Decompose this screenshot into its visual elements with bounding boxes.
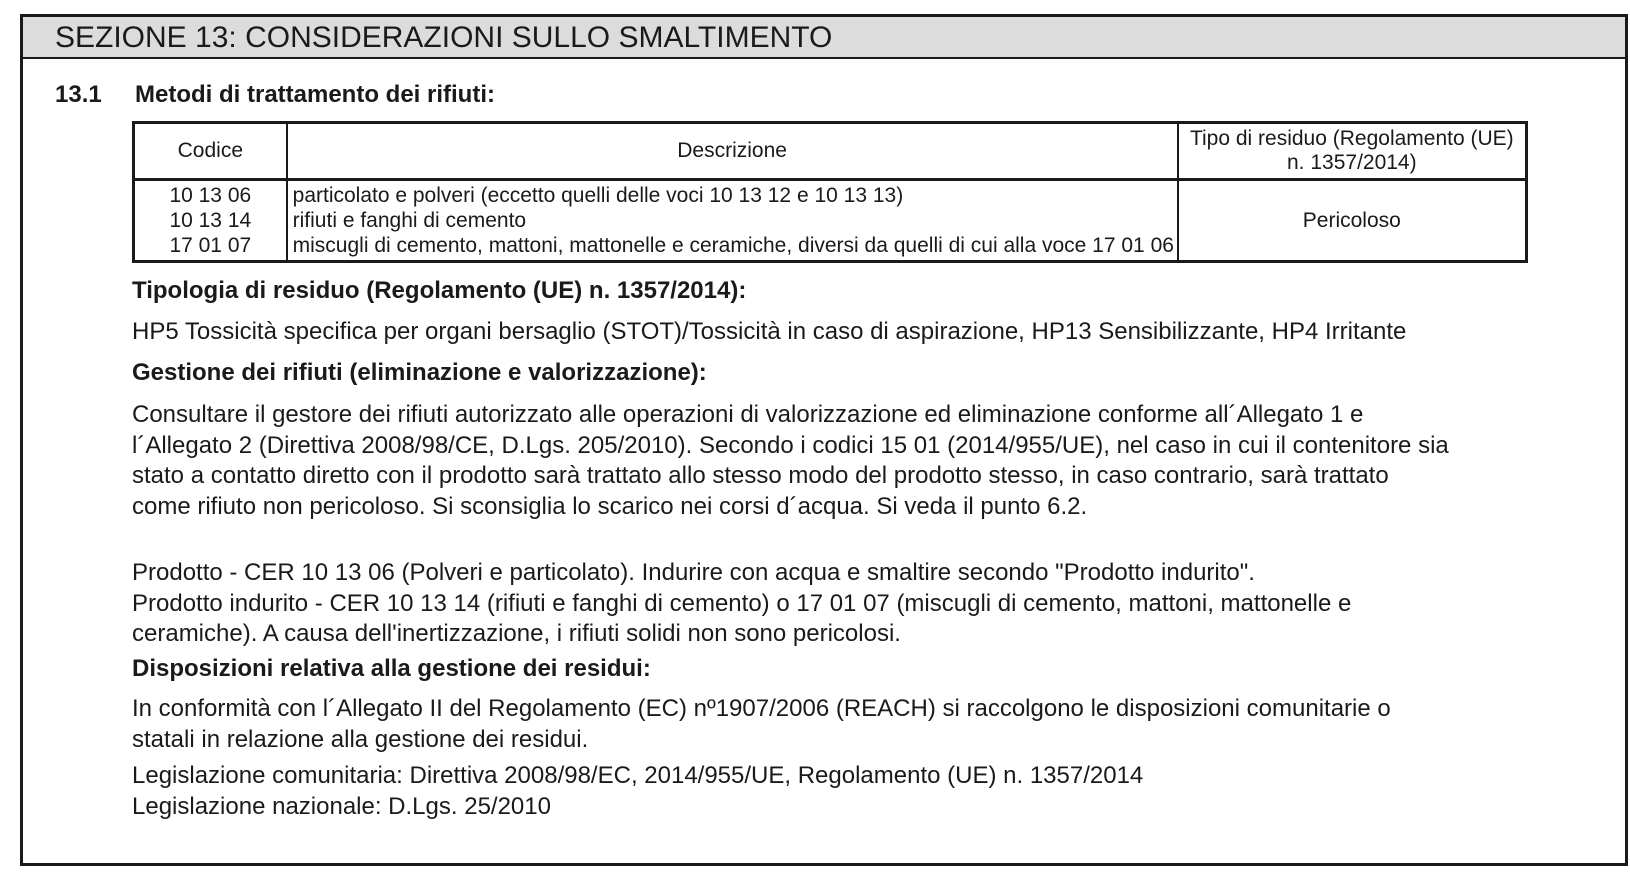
table-header-row xyxy=(134,123,1527,180)
waste-code: 10 13 06 xyxy=(169,184,252,207)
subsection-title: Metodi di trattamento dei rifiuti: xyxy=(135,81,495,108)
prodotto-paragraph xyxy=(132,558,1351,650)
legislation-paragraph xyxy=(132,761,1143,822)
paragraph-line: ceramiche). A causa dell'inertizzazione, i rifiuti solidi non sono pericolosi. xyxy=(132,620,901,647)
header-code: Codice xyxy=(134,123,287,180)
header-description: Descrizione xyxy=(287,123,1178,180)
paragraph-line: l´Allegato 2 (Direttiva 2008/98/CE, D.Lgs. 205/2010). Secondo i codici 15 01 (2014/955/UE), nel caso in cui il contenitore sia xyxy=(132,431,1449,459)
disposizioni-label: Disposizioni relativa alla gestione dei residui: xyxy=(132,655,651,682)
subsection-number: 13.1 xyxy=(55,81,102,108)
codes-cell xyxy=(134,180,287,262)
reach-paragraph xyxy=(132,694,1391,755)
waste-description: rifiuti e fanghi di cemento xyxy=(292,209,527,232)
paragraph-line: stato a contatto diretto con il prodotto sarà trattato allo stesso modo del prodotto stesso, in caso contrario, sarà trattato xyxy=(132,462,1389,489)
header-type xyxy=(1178,123,1527,180)
tipologia-label: Tipologia di residuo (Regolamento (UE) n. 1357/2014): xyxy=(132,277,747,304)
waste-description: particolato e polveri (eccetto quelli delle voci 10 13 12 e 10 13 13) xyxy=(292,184,904,207)
paragraph-line: In conformità con l´Allegato II del Regolamento (EC) nº1907/2006 (REACH) si raccolgono le disposizioni comunitarie o xyxy=(132,695,1391,722)
waste-description: miscugli di cemento, mattoni, mattonelle e ceramiche, diversi da quelli di cui alla voce 17 01 06 xyxy=(292,234,1174,257)
descriptions-cell xyxy=(287,180,1178,262)
paragraph-line: statali in relazione alla gestione dei residui. xyxy=(132,725,589,753)
waste-type-cell: Pericoloso xyxy=(1178,180,1527,262)
gestione-label: Gestione dei rifiuti (eliminazione e valorizzazione): xyxy=(132,359,707,386)
waste-code: 10 13 14 xyxy=(169,209,252,232)
tipologia-text: HP5 Tossicità specifica per organi bersaglio (STOT)/Tossicità in caso di aspirazione, HP13 Sensibilizzante, HP4 Irritante xyxy=(132,318,1407,345)
header-type-line2: n. 1357/2014) xyxy=(1287,151,1417,174)
paragraph-line: Prodotto indurito - CER 10 13 14 (rifiuti e fanghi di cemento) o 17 01 07 (miscugli di cemento, mattoni, mattonelle e xyxy=(132,589,1352,617)
table-row xyxy=(134,180,1527,262)
paragraph-line: Consultare il gestore dei rifiuti autorizzato alle operazioni di valorizzazione ed eliminazione conforme all´Allegato 1 e xyxy=(132,401,1364,428)
paragraph-line: come rifiuto non pericoloso. Si sconsiglia lo scarico nei corsi d´acqua. Si veda il punto 6.2. xyxy=(132,492,1088,520)
paragraph-line: Prodotto - CER 10 13 06 (Polveri e particolato). Indurire con acqua e smaltire secondo "Prodotto indurito". xyxy=(132,559,1255,586)
legislation-national: Legislazione nazionale: D.Lgs. 25/2010 xyxy=(132,792,551,820)
waste-code: 17 01 07 xyxy=(169,234,252,257)
header-type-line1: Tipo di residuo (Regolamento (UE) xyxy=(1189,127,1514,150)
legislation-community: Legislazione comunitaria: Direttiva 2008/98/EC, 2014/955/UE, Regolamento (UE) n. 1357/2014 xyxy=(132,762,1144,789)
gestione-paragraph xyxy=(132,400,1530,522)
section-title: SEZIONE 13: CONSIDERAZIONI SULLO SMALTIMENTO xyxy=(23,17,1625,59)
waste-codes-table xyxy=(132,121,1528,263)
section-13-frame xyxy=(20,14,1628,866)
